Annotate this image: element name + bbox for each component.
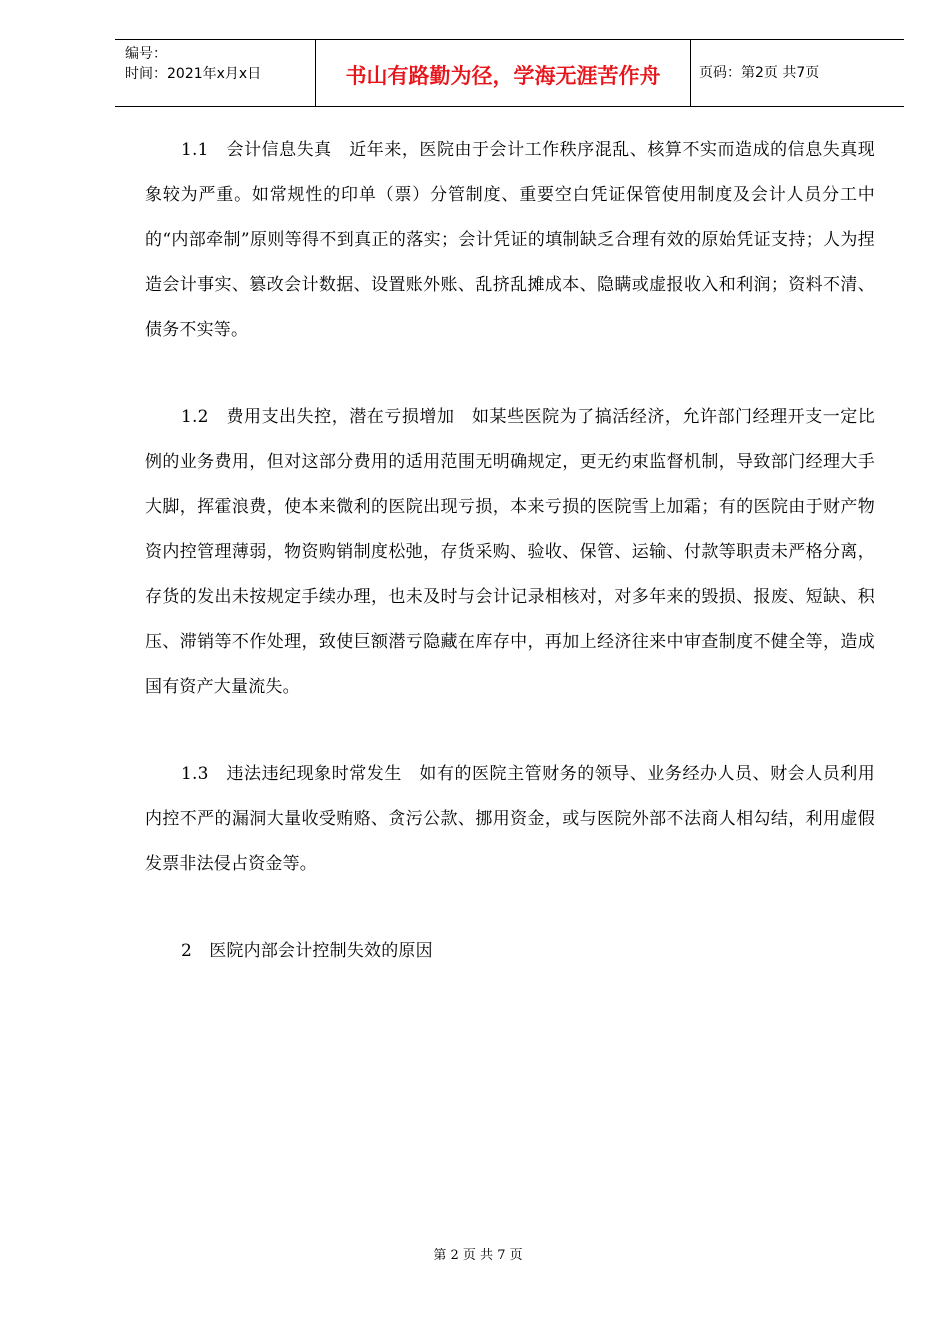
document-number-label: 编号： — [125, 46, 167, 62]
header-meta — [115, 40, 316, 106]
section-heading-2: 2 医院内部会计控制失效的原因 — [181, 941, 433, 961]
header-motto: 书山有路勤为径，学海无涯苦作舟 — [316, 40, 691, 106]
document-time-label: 时间：2021年x月x日 — [125, 66, 262, 82]
paragraph-1-1: 1.1 会计信息失真 近年来，医院由于会计工作秩序混乱、核算不实而造成的信息失真现象较为严重。如常规性的印单（票）分管制度、重要空白凭证保管使用制度及会计人员分工中的“内部牵制”原则等得不到真正的落实；会计凭证的填制缺乏合理有效的原始凭证支持；人为捏造会计事实、篡改会计数据、设置账外账、乱挤乱摊成本、隐瞒或虚报收入和利润；资料不清、债务不实等。 — [145, 140, 875, 340]
paragraph-1-3: 1.3 违法违纪现象时常发生 如有的医院主管财务的领导、业务经办人员、财会人员利用内控不严的漏洞大量收受贿赂、贪污公款、挪用资金，或与医院外部不法商人相勾结，利用虚假发票非法侵占资金等。 — [145, 764, 875, 874]
header-page-info: 页码：第2页 共7页 — [699, 65, 820, 81]
paragraph-1-2: 1.2 费用支出失控，潜在亏损增加 如某些医院为了搞活经济，允许部门经理开支一定比例的业务费用，但对这部分费用的适用范围无明确规定，更无约束监督机制，导致部门经理大手大脚，挥霍浪费，使本来微利的医院出现亏损，本来亏损的医院雪上加霜；有的医院由于财产物资内控管理薄弱，物资购销制度松弛，存货采购、验收、保管、运输、付款等职责未严格分离，存货的发出未按规定手续办理，也未及时与会计记录相核对，对多年来的毁损、报废、短缺、积压、滞销等不作处理，致使巨额潜亏隐藏在库存中，再加上经济往来中审查制度不健全等，造成国有资产大量流失。 — [145, 407, 875, 697]
page-header — [115, 39, 904, 107]
page-footer: 第 2 页 共 7 页 — [433, 1248, 523, 1263]
document-body — [145, 128, 875, 1016]
